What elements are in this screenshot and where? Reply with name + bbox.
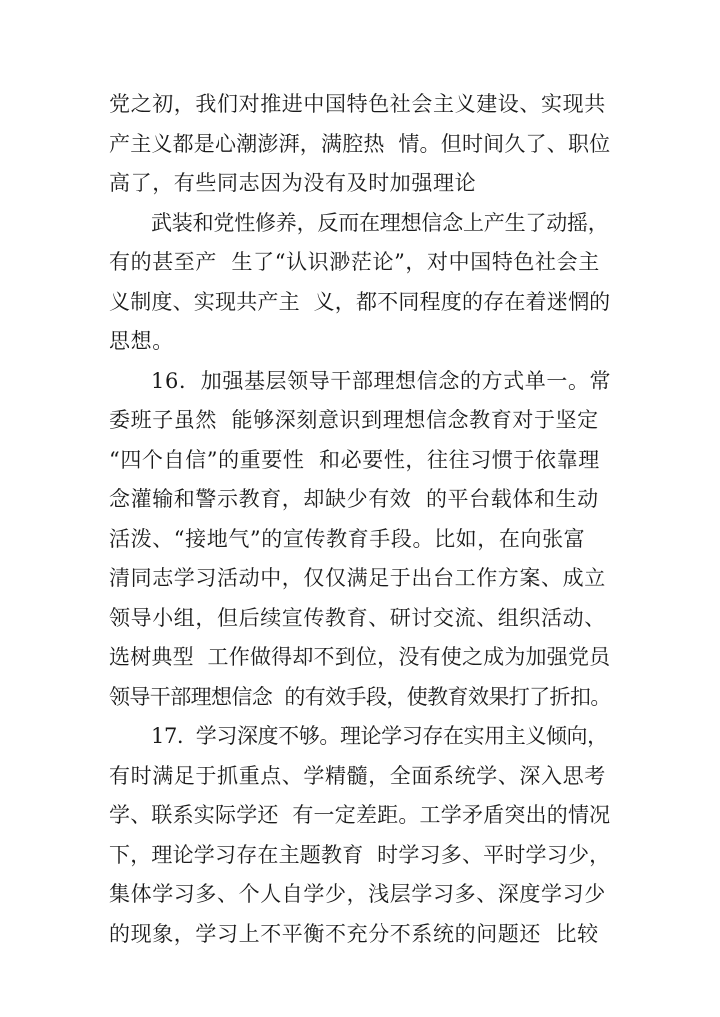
text-line-7: 思想。 (109, 329, 174, 353)
text-line-11: 念灌输和警示教育，却缺少有效 的平台载体和生动 (109, 487, 599, 511)
text-line-1: 党之初，我们对推进中国特色社会主义建设、实现共 (109, 92, 606, 116)
text-line-13: 清同志学习活动中，仅仅满足于出台工作方案、成立 (109, 566, 606, 590)
text-line-16: 领导干部理想信念 的有效手段，使教育效果打了折扣。 (109, 685, 611, 709)
text-line-21: 集体学习多、个人自学少，浅层学习多、深度学习少 (109, 882, 606, 906)
text-line-22: 的现象，学习上不平衡不充分不系统的问题还 比较 (109, 922, 599, 946)
text-line-2: 产主义都是心潮澎湃，满腔热 情。但时间久了、职位 (109, 132, 611, 156)
text-line-12: 活泼、“接地气”的宣传教育手段。比如，在向张富 (109, 527, 586, 551)
text-line-15: 选树典型 工作做得却不到位，没有使之成为加强党员 (109, 645, 611, 669)
text-line-17: 17. 学习深度不够。理论学习存在实用主义倾向， (151, 724, 608, 748)
text-line-18: 有时满足于抓重点、学精髓，全面系统学、深入思考 (109, 764, 606, 788)
text-line-14: 领导小组，但后续宣传教育、研讨交流、组织活动、 (109, 606, 606, 630)
text-line-10: “四个自信”的重要性 和必要性，往往习惯于依靠理 (109, 448, 600, 472)
text-line-5: 有的甚至产 生了“认识渺茫论”，对中国特色社会主 (109, 250, 600, 274)
text-line-4: 武装和党性修养，反而在理想信念上产生了动摇， (151, 211, 609, 235)
text-line-8: 16. 加强基层领导干部理想信念的方式单一。常 (151, 369, 612, 393)
text-line-20: 下，理论学习存在主题教育 时学习多、平时学习少， (109, 843, 611, 867)
text-line-19: 学、联系实际学还 有一定差距。工学矛盾突出的情况 (109, 803, 611, 827)
text-line-9: 委班子虽然 能够深刻意识到理想信念教育对于坚定 (109, 408, 599, 432)
text-line-3: 高了，有些同志因为没有及时加强理论 (109, 171, 477, 195)
text-line-6: 义制度、实现共产主 义，都不同程度的存在着迷惘的 (109, 290, 611, 314)
